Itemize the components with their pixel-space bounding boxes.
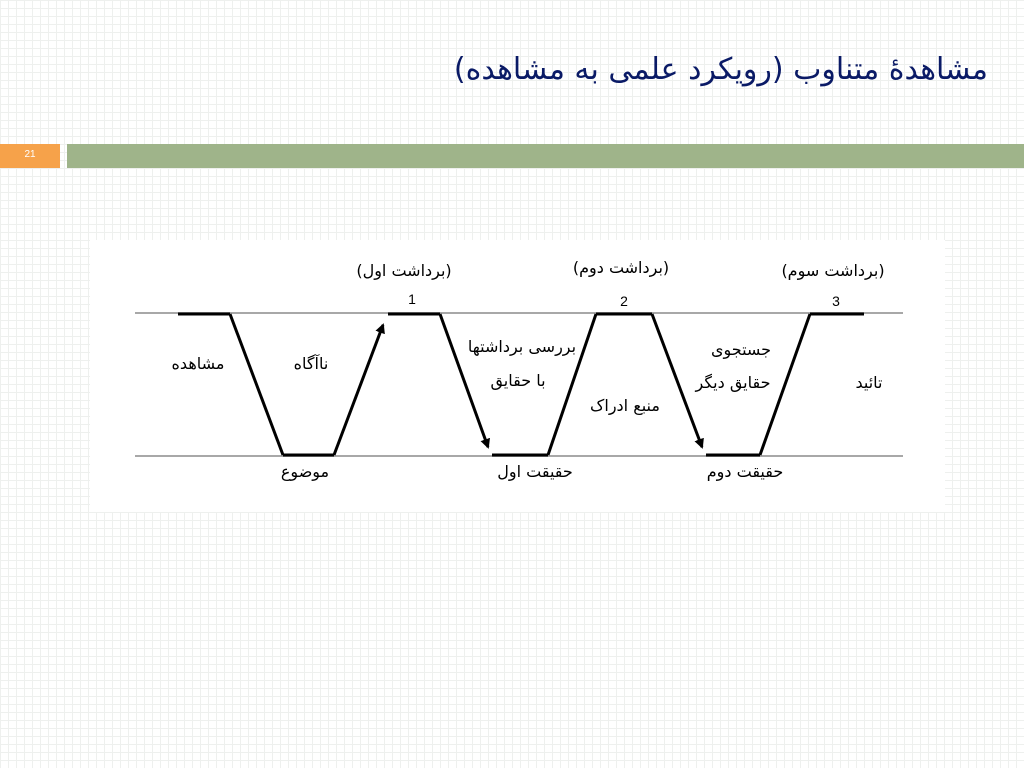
label-first-truth: حقیقت اول [497,462,573,481]
note-first-impression: (برداشت اول) [356,261,452,280]
label-unaware: ناآگاه [293,354,329,373]
label-source-of-perception: منبع ادراک [590,396,660,415]
label-confirmation: تائید [855,373,883,392]
label-search: جستجوی [710,340,772,359]
label-observation: مشاهده [171,354,225,373]
slope-down-arrow-3 [652,314,702,447]
note-second-impression: (برداشت دوم) [572,258,670,277]
label-other-facts: حقایق دیگر [695,373,771,392]
label-second-truth: حقیقت دوم [706,462,784,481]
label-review-impressions: بررسی برداشتها [467,337,577,356]
page-number: 21 [0,144,60,168]
note-third-impression: (برداشت سوم) [781,261,885,280]
label-with-facts: با حقایق [490,371,546,390]
slope-down-1 [230,314,283,455]
step-number-2: 2 [620,293,628,309]
slope-up-arrow-1 [334,325,383,455]
step-number-3: 3 [832,293,840,309]
slide-title: مشاهدۀ متناوب (رویکرد علمی به مشاهده) [453,52,988,87]
label-subject: موضوع [280,462,330,481]
step-number-1: 1 [408,291,416,307]
